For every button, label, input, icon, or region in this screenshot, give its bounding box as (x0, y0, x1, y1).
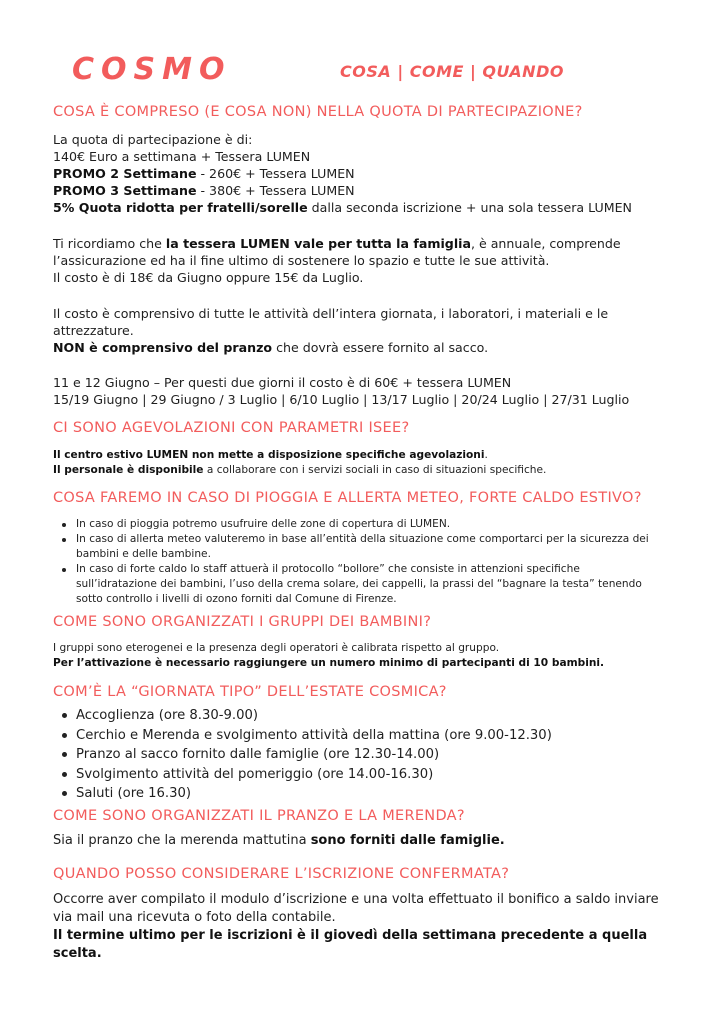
text: . (484, 449, 488, 461)
section-heading-iscrizione: QUANDO POSSO CONSIDERARE L’ISCRIZIONE CONFERMATA? (53, 866, 510, 882)
list-item: In caso di allerta meteo valuteremo in base all’entità della situazione come comportarci per la sicurezza dei bambini e delle bambine. (58, 532, 663, 562)
text-line: Il costo è comprensivo di tutte le attività dell’intera giornata, i laboratori, i materiali e le attrezzature. (53, 306, 609, 338)
text-line: 15/19 Giugno | 29 Giugno / 3 Luglio | 6/10 Luglio | 13/17 Luglio | 20/24 Luglio | 27/31 Luglio (53, 392, 630, 407)
text-line (53, 448, 683, 463)
text: a collaborare con i servizi sociali in caso di situazioni specifiche. (203, 464, 547, 476)
list-item: Saluti (ore 16.30) (58, 784, 688, 804)
text-line: La quota di partecipazione è di: (53, 132, 253, 147)
bold-text: Il personale è disponibile (53, 464, 204, 476)
text-line: Il costo è di 18€ da Giugno oppure 15€ da Luglio. (53, 270, 364, 285)
text-line (53, 199, 683, 216)
text-line: 140€ Euro a settimana + Tessera LUMEN (53, 149, 311, 164)
text-line: I gruppi sono eterogenei e la presenza degli operatori è calibrata rispetto al gruppo. (53, 642, 500, 654)
cosmo-logo: COSMO (72, 52, 232, 87)
list-item: In caso di forte caldo lo staff attuerà il protocollo “bollore” che consiste in attenzioni specifiche sull’idratazione dei bambini, l’uso della crema solare, dei cappelli, la prassi del “bagnare la testa” tenendo sotto controllo i livelli di ozono forniti dal Comune di Firenze. (58, 562, 663, 607)
text-line (53, 832, 683, 849)
section-body-meteo (58, 517, 663, 607)
section-heading-gruppi: COME SONO ORGANIZZATI I GRUPPI DEI BAMBINI? (53, 614, 432, 630)
bullet-list (58, 517, 663, 607)
bold-text: Il centro estivo LUMEN non mette a disposizione specifiche agevolazioni (53, 449, 485, 461)
section-body-iscrizione (53, 891, 668, 963)
text: , è annuale, comprende l’assicurazione ed ha il fine ultimo di sostenere lo spazio e tutte le sue attività. (53, 236, 621, 268)
section-body-pranzo (53, 832, 683, 849)
section-body-isee (53, 448, 683, 478)
paragraph-date (53, 374, 683, 408)
bold-text: Il termine ultimo per le iscrizioni è il giovedì della settimana precedente a quella scelta. (53, 928, 648, 961)
bold-text: Per l’attivazione è necessario raggiungere un numero minimo di partecipanti di 10 bambini. (53, 657, 605, 669)
text: Sia il pranzo che la merenda mattutina (53, 833, 311, 848)
text-line (53, 182, 683, 199)
section-body-gruppi (53, 641, 683, 671)
section-heading-quota: COSA È COMPRESO (E COSA NON) NELLA QUOTA DI PARTECIPAZIONE? (53, 104, 583, 120)
bold-text: PROMO 2 Settimane (53, 166, 197, 181)
section-body-giornata (58, 706, 688, 804)
text-line: 11 e 12 Giugno – Per questi due giorni il costo è di 60€ + tessera LUMEN (53, 375, 512, 390)
text: - 380€ + Tessera LUMEN (196, 183, 355, 198)
text: Ti ricordiamo che (53, 236, 166, 251)
section-heading-meteo: COSA FAREMO IN CASO DI PIOGGIA E ALLERTA METEO, FORTE CALDO ESTIVO? (53, 490, 642, 506)
tagline: COSA | COME | QUANDO (340, 62, 564, 81)
bold-text: PROMO 3 Settimane (53, 183, 197, 198)
list-item: Svolgimento attività del pomeriggio (ore 14.00-16.30) (58, 765, 688, 785)
bold-text: 5% Quota ridotta per fratelli/sorelle (53, 200, 308, 215)
section-heading-pranzo: COME SONO ORGANIZZATI IL PRANZO E LA MERENDA? (53, 808, 465, 824)
list-item: In caso di pioggia potremo usufruire delle zone di copertura di LUMEN. (58, 517, 663, 532)
text: che dovrà essere fornito al sacco. (272, 340, 489, 355)
list-item: Pranzo al sacco fornito dalle famiglie (ore 12.30-14.00) (58, 745, 688, 765)
bullet-list (58, 706, 688, 804)
bold-text: sono forniti dalle famiglie. (310, 833, 505, 848)
bold-text: la tessera LUMEN vale per tutta la famiglia (165, 236, 471, 251)
list-item: Accoglienza (ore 8.30-9.00) (58, 706, 688, 726)
text-line (53, 339, 638, 356)
text-line (53, 235, 643, 269)
bold-text: NON è comprensivo del pranzo (53, 340, 273, 355)
section-heading-giornata: COM’È LA “GIORNATA TIPO” DELL’ESTATE COSMICA? (53, 684, 447, 700)
text-line (53, 463, 683, 478)
paragraph-tessera (53, 235, 643, 286)
text: dalla seconda iscrizione + una sola tessera LUMEN (307, 200, 632, 215)
section-body-quota (53, 131, 683, 216)
list-item: Cerchio e Merenda e svolgimento attività della mattina (ore 9.00-12.30) (58, 726, 688, 746)
text: - 260€ + Tessera LUMEN (196, 166, 355, 181)
text-line: Occorre aver compilato il modulo d’iscrizione e una volta effettuato il bonifico a saldo inviare via mail una ricevuta o foto della contabile. (53, 892, 659, 925)
text-line (53, 165, 683, 182)
paragraph-costo (53, 305, 638, 356)
section-heading-isee: CI SONO AGEVOLAZIONI CON PARAMETRI ISEE? (53, 420, 410, 436)
